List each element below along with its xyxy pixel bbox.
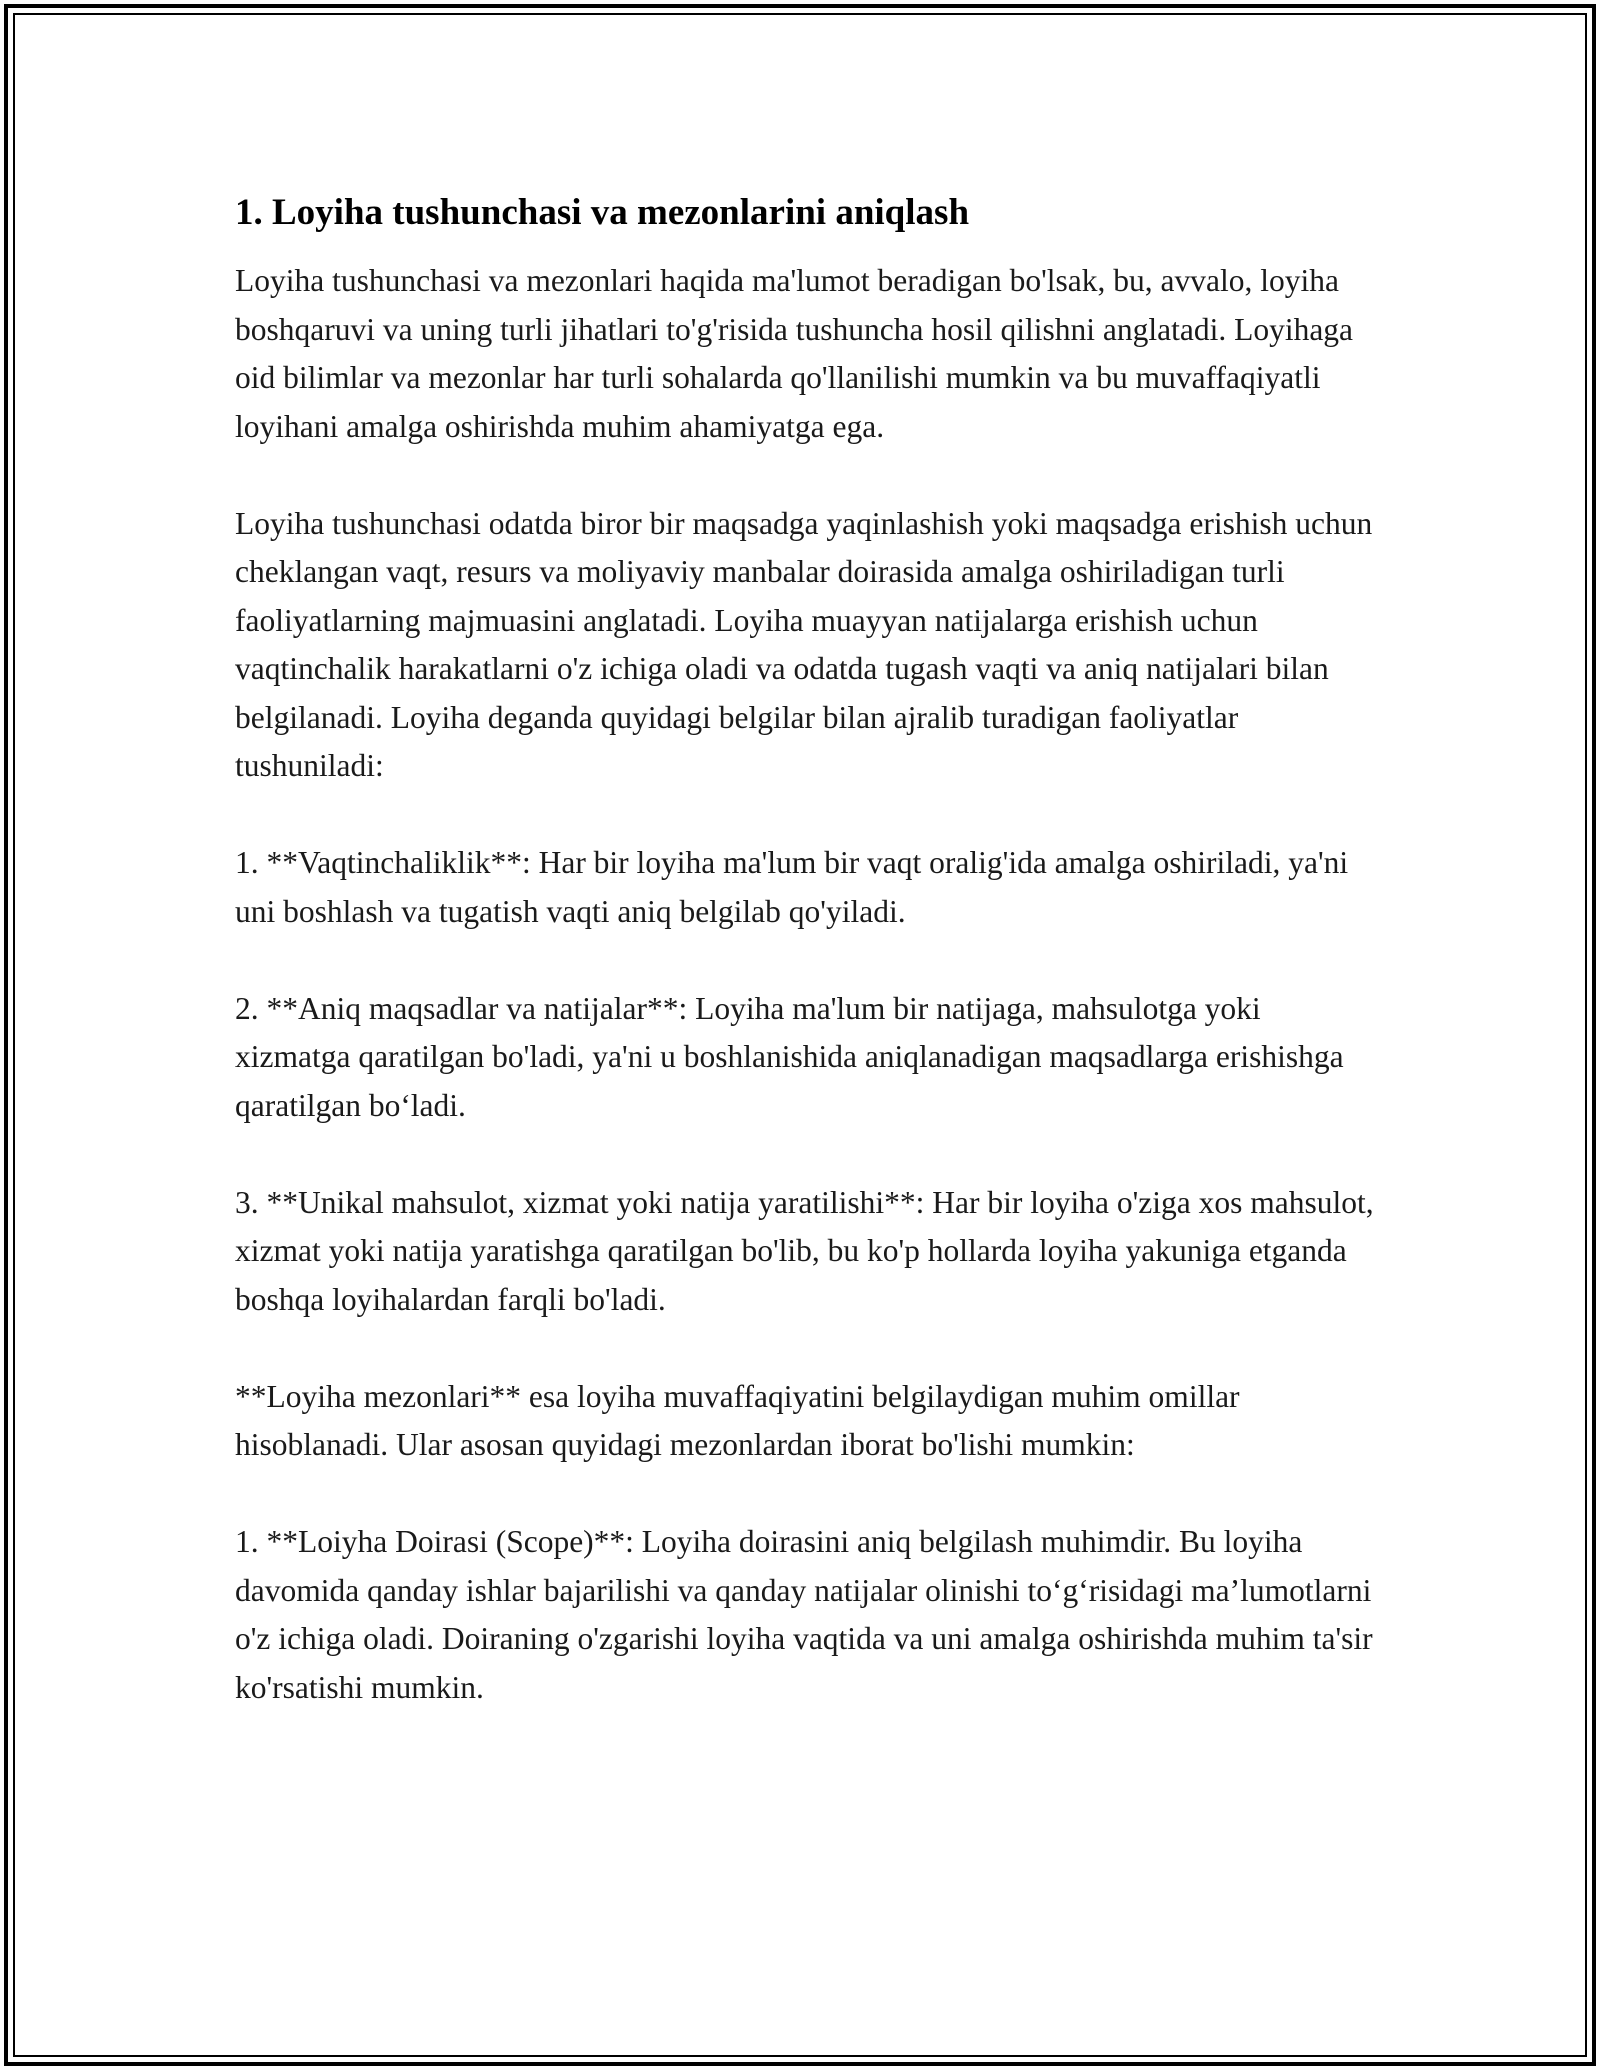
list-item-unique-product: 3. **Unikal mahsulot, xizmat yoki natija yaratilishi**: Har bir loyiha o'ziga xos mahsulot, xizmat yoki natija yaratishga qaratilgan bo'lib, bu ko'p hollarda loyiha yakuniga etganda boshqa loyihalardan farqli bo'ladi. xyxy=(235,1184,1374,1317)
document-body xyxy=(235,185,1375,1712)
list-item-clear-goals: 2. **Aniq maqsadlar va natijalar**: Loyiha ma'lum bir natijaga, mahsulotga yoki xizmatga qaratilgan bo'ladi, ya'ni u boshlanishida aniqlanadigan maqsadlarga erishishga qaratilgan bo‘ladi. xyxy=(235,990,1344,1123)
paragraph-definition: Loyiha tushunchasi odatda biror bir maqsadga yaqinlashish yoki maqsadga erishish uchun cheklangan vaqt, resurs va moliyaviy manbalar doirasida amalga oshiriladigan turli faoliyatlarning majmuasini anglatadi. Loyiha muayyan natijalarga erishish uchun vaqtinchalik harakatlarni o'z ichiga oladi va odatda tugash vaqti va aniq natijalari bilan belgilanadi. Loyiha deganda quyidagi belgilar bilan ajralib turadigan faoliyatlar tushuniladi: xyxy=(235,505,1373,783)
section-heading: 1. Loyiha tushunchasi va mezonlarini aniqlash xyxy=(235,192,970,233)
list-item-temporariness: 1. **Vaqtinchaliklik**: Har bir loyiha ma'lum bir vaqt oralig'ida amalga oshiriladi, ya'ni uni boshlash va tugatish vaqti aniq belgilab qo'yiladi. xyxy=(235,845,1349,929)
list-item-scope: 1. **Loiyha Doirasi (Scope)**: Loyiha doirasini aniq belgilash muhimdir. Bu loyiha davomida qanday ishlar bajarilishi va qanday natijalar olinishi to‘g‘risidagi ma’lumotlarni o'z ichiga oladi. Doiraning o'zgarishi loyiha vaqtida va uni amalga oshirishda muhim ta'sir ko'rsatishi mumkin. xyxy=(235,1524,1373,1705)
paragraph-criteria: **Loyiha mezonlari** esa loyiha muvaffaqiyatini belgilaydigan muhim omillar hisoblanadi. Ular asosan quyidagi mezonlardan iborat bo'lishi mumkin: xyxy=(235,1378,1240,1462)
paragraph-intro: Loyiha tushunchasi va mezonlari haqida ma'lumot beradigan bo'lsak, bu, avvalo, loyiha boshqaruvi va uning turli jihatlari to'g'risida tushuncha hosil qilishni anglatadi. Loyihaga oid bilimlar va mezonlar har turli sohalarda qo'llanilishi mumkin va bu muvaffaqiyatli loyihani amalga oshirishda muhim ahamiyatga ega. xyxy=(235,263,1354,444)
